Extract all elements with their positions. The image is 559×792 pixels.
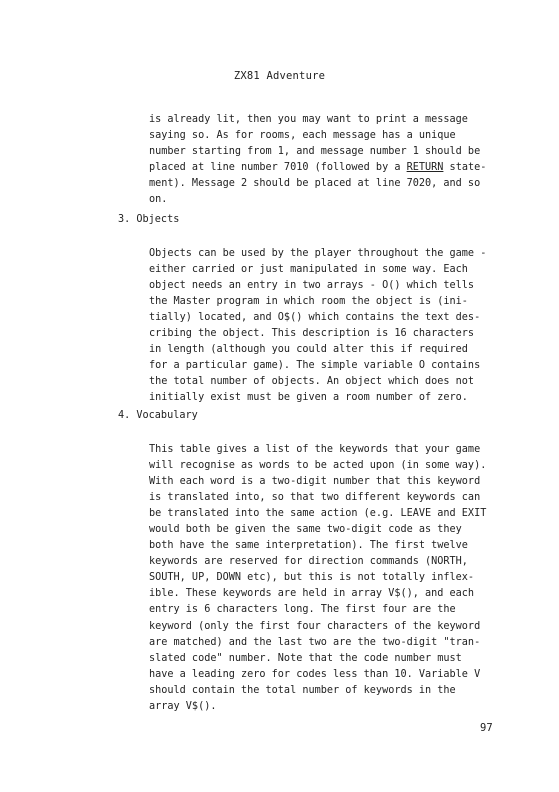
text-line: number starting from 1, and message number 1 should be bbox=[149, 146, 481, 158]
text-line: ment). Message 2 should be placed at line 7020, and so bbox=[149, 178, 481, 190]
text-line: have a leading zero for codes less than 10. Variable V bbox=[149, 668, 481, 680]
text-line: the total number of objects. An object which does not bbox=[149, 376, 475, 388]
text-line: be translated into the same action (e.g. LEAVE and EXIT bbox=[149, 508, 487, 520]
return-keyword: RETURN bbox=[406, 162, 444, 174]
text-line: is translated into, so that two different keywords can bbox=[149, 492, 481, 504]
text-line: array V$(). bbox=[149, 700, 217, 712]
text-line: SOUTH, UP, DOWN etc), but this is not totally inflex- bbox=[149, 572, 475, 584]
text-line: both have the same interpretation). The first twelve bbox=[149, 540, 468, 552]
text-line: for a particular game). The simple variable O contains bbox=[149, 360, 481, 372]
text-line: should contain the total number of keywords in the bbox=[149, 684, 456, 696]
text-line: in length (although you could alter this if required bbox=[149, 344, 468, 356]
intro-paragraph bbox=[149, 112, 511, 208]
text-line: keyword (only the first four characters of the keyword bbox=[149, 620, 481, 632]
text-fragment: state- bbox=[443, 162, 487, 174]
text-line: This table gives a list of the keywords that your game bbox=[149, 444, 481, 455]
text-line: the Master program in which room the object is (ini- bbox=[149, 296, 468, 308]
section-heading-objects: 3. Objects bbox=[118, 214, 180, 225]
text-line: will recognise as words to be acted upon (in some way). bbox=[149, 460, 487, 472]
text-line: With each word is a two-digit number that this keyword bbox=[149, 476, 481, 488]
text-line: cribing the object. This description is 16 characters bbox=[149, 328, 475, 340]
text-line: is already lit, then you may want to print a message bbox=[149, 114, 468, 125]
text-line: are matched) and the last two are the two-digit "tran- bbox=[149, 636, 481, 648]
text-line-with-return bbox=[149, 160, 511, 176]
text-line: either carried or just manipulated in some way. Each bbox=[149, 264, 468, 276]
vocabulary-paragraph bbox=[149, 442, 511, 715]
text-line: ible. These keywords are held in array V$(), and each bbox=[149, 588, 475, 600]
text-line: would both be given the same two-digit code as they bbox=[149, 524, 462, 536]
page-number: 97 bbox=[480, 722, 493, 734]
section-heading-vocabulary: 4. Vocabulary bbox=[118, 410, 198, 421]
text-line: on. bbox=[149, 194, 168, 206]
text-line: object needs an entry in two arrays - O() which tells bbox=[149, 280, 475, 292]
text-line: entry is 6 characters long. The first four are the bbox=[149, 604, 456, 616]
objects-paragraph bbox=[149, 246, 511, 406]
text-line: saying so. As for rooms, each message has a unique bbox=[149, 130, 456, 142]
text-line: slated code" number. Note that the code number must bbox=[149, 652, 462, 664]
text-line: tially) located, and O$() which contains the text des- bbox=[149, 312, 481, 324]
running-head: ZX81 Adventure bbox=[233, 70, 326, 82]
text-line: keywords are reserved for direction commands (NORTH, bbox=[149, 556, 468, 568]
text-line: Objects can be used by the player throughout the game - bbox=[149, 248, 487, 259]
text-line: initially exist must be given a room number of zero. bbox=[149, 392, 468, 404]
text-fragment: placed at line number 7010 (followed by a bbox=[149, 162, 407, 174]
